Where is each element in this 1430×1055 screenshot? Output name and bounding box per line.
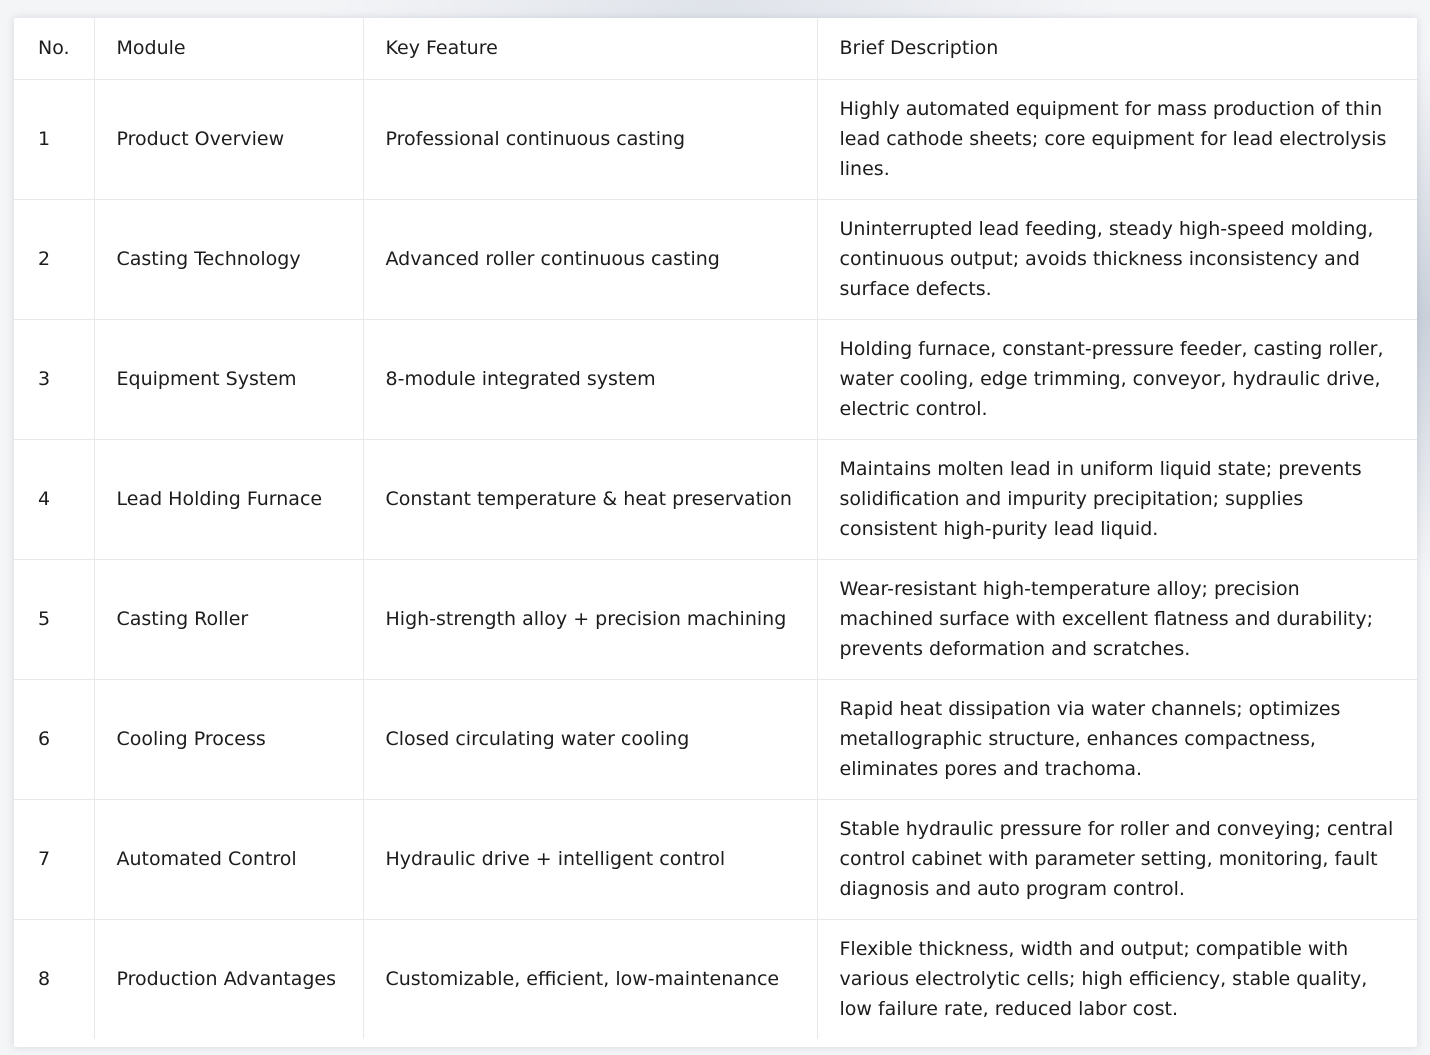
cell-no: 3 <box>14 319 94 439</box>
cell-module: Cooling Process <box>94 679 363 799</box>
modules-table <box>14 18 1417 1039</box>
cell-description: Flexible thickness, width and output; compatible with various electrolytic cells; high efficiency, stable quality, low failure rate, reduced labor cost. <box>839 938 1368 1021</box>
table-row <box>14 79 1417 199</box>
header-no: No. <box>14 18 94 79</box>
header-row <box>14 18 1417 79</box>
cell-description: Holding furnace, constant-pressure feeder, casting roller, water cooling, edge trimming, conveyor, hydraulic drive, electric control. <box>817 319 1417 439</box>
table-row <box>14 199 1417 319</box>
table-header <box>14 18 1417 79</box>
cell-module: Product Overview <box>94 79 363 199</box>
cell-module: Production Advantages <box>94 919 363 1039</box>
cell-key-feature: Advanced roller continuous casting <box>363 199 817 319</box>
cell-no: 7 <box>14 799 94 919</box>
table-row <box>14 559 1417 679</box>
header-key-feature: Key Feature <box>363 18 817 79</box>
cell-module: Equipment System <box>94 319 363 439</box>
cell-no: 8 <box>14 919 94 1039</box>
table-row <box>14 679 1417 799</box>
table-card <box>14 18 1417 1047</box>
cell-no: 2 <box>14 199 94 319</box>
cell-description: Uninterrupted lead feeding, steady high-speed molding, continuous output; avoids thickness inconsistency and surface defects. <box>817 199 1417 319</box>
cell-key-feature: 8-module integrated system <box>363 319 817 439</box>
cell-no: 1 <box>14 79 94 199</box>
header-brief-description: Brief Description <box>817 18 1417 79</box>
table-row <box>14 919 1417 1039</box>
cell-key-feature: Hydraulic drive + intelligent control <box>363 799 817 919</box>
cell-module: Casting Roller <box>94 559 363 679</box>
cell-description: Rapid heat dissipation via water channels; optimizes metallographic structure, enhances compactness, eliminates pores and trachoma. <box>817 679 1417 799</box>
cell-key-feature: Closed circulating water cooling <box>363 679 817 799</box>
cell-description: Stable hydraulic pressure for roller and conveying; central control cabinet with parameter setting, monitoring, fault diagnosis and auto program control. <box>817 799 1417 919</box>
table-row <box>14 799 1417 919</box>
cell-key-feature: Customizable, efficient, low-maintenance <box>363 919 817 1039</box>
table-row <box>14 319 1417 439</box>
cell-key-feature: Constant temperature & heat preservation <box>363 439 817 559</box>
cell-description: Maintains molten lead in uniform liquid state; prevents solidification and impurity precipitation; supplies consistent high-purity lead liquid. <box>817 439 1417 559</box>
table-row <box>14 439 1417 559</box>
header-module: Module <box>94 18 363 79</box>
cell-module: Lead Holding Furnace <box>94 439 363 559</box>
cell-no: 5 <box>14 559 94 679</box>
table-body <box>14 79 1417 1039</box>
cell-key-feature: Professional continuous casting <box>363 79 817 199</box>
cell-description: Wear-resistant high-temperature alloy; precision machined surface with excellent flatness and durability; prevents deformation and scratches. <box>817 559 1417 679</box>
cell-no: 6 <box>14 679 94 799</box>
cell-module: Casting Technology <box>94 199 363 319</box>
cell-description: Highly automated equipment for mass production of thin lead cathode sheets; core equipment for lead electrolysis lines. <box>817 79 1417 199</box>
cell-module: Automated Control <box>94 799 363 919</box>
cell-no: 4 <box>14 439 94 559</box>
cell-key-feature: High-strength alloy + precision machining <box>363 559 817 679</box>
